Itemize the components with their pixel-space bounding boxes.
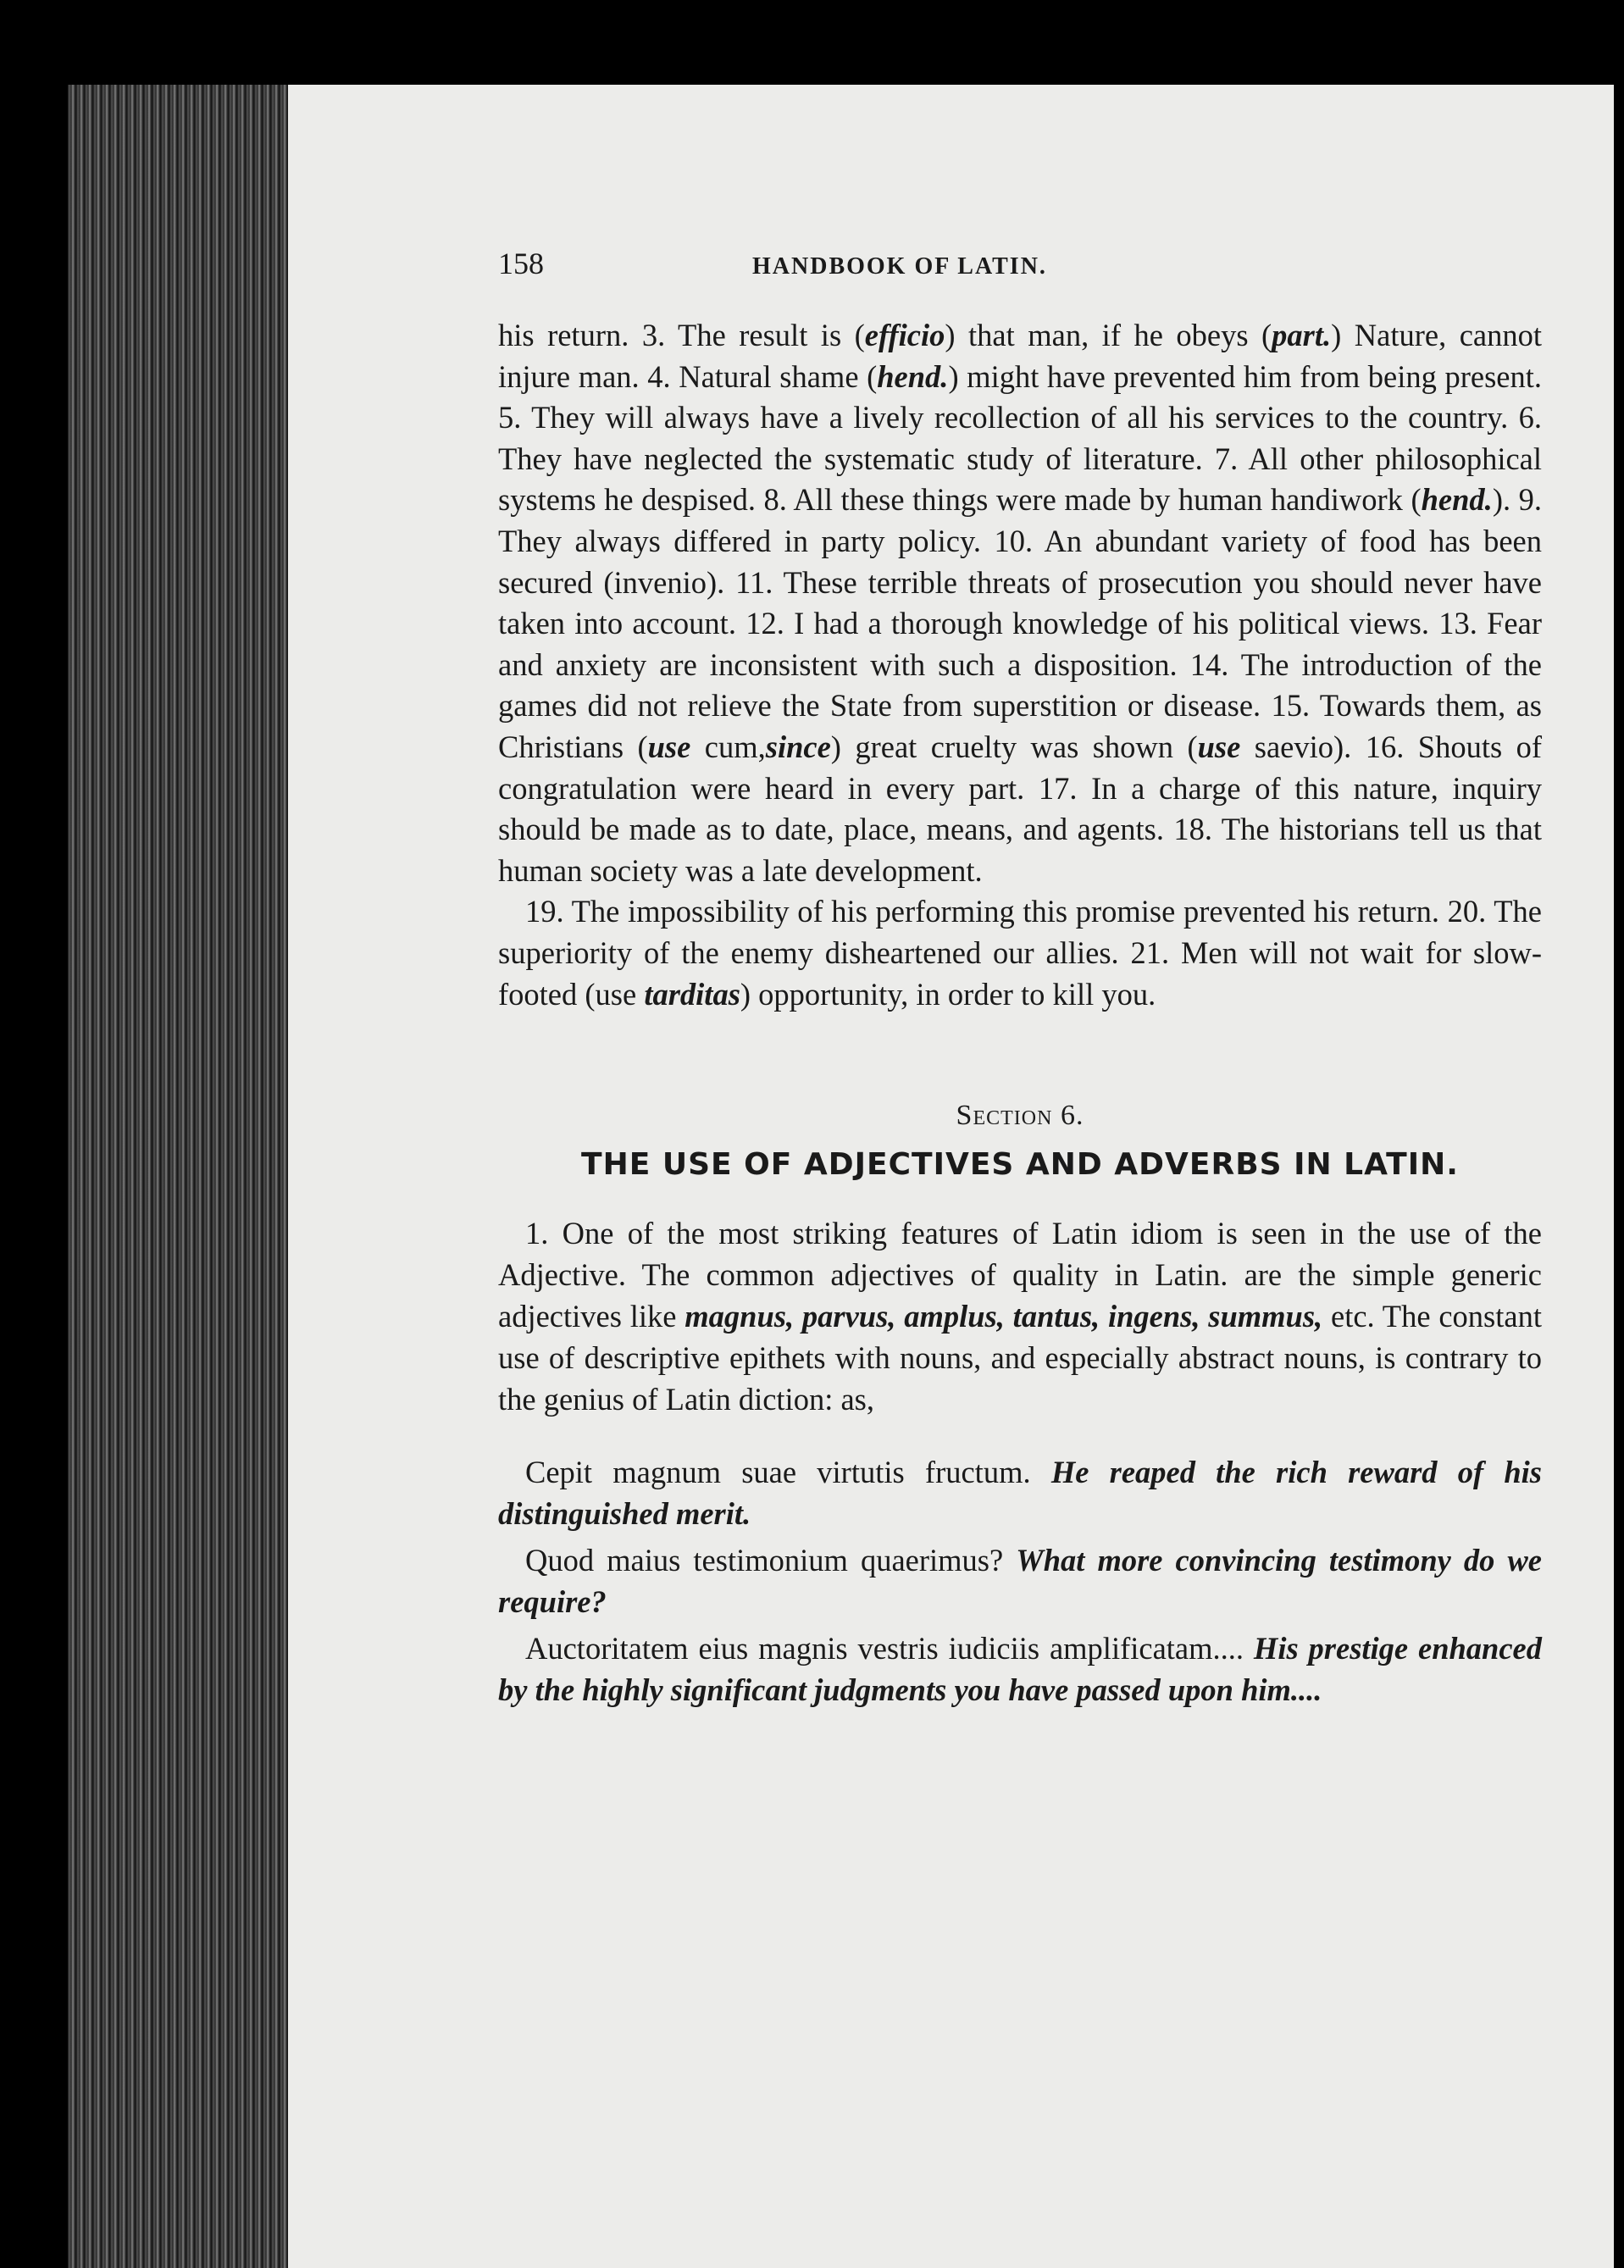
text-run: 15. Towards them, as Christians ( — [498, 688, 1542, 764]
text-run: 7. All other philosophical systems he despised. — [498, 441, 1543, 518]
text-run: his return. — [498, 318, 642, 352]
text-run: 17. In a charge of this nature, inquiry should be made as to date, place, means, and agents. — [498, 770, 1542, 847]
text-run: 5. They will always have a lively recollection of all his services to the country. — [498, 400, 1519, 435]
text-run: 10. An abundant variety of food has been secured (invenio). — [498, 523, 1542, 600]
page-number: 158 — [498, 247, 544, 280]
text-run: 9. They always differed in party policy. — [498, 482, 1543, 558]
running-head — [498, 246, 1542, 297]
italic-run: tarditas — [644, 976, 740, 1012]
example-latin: Cepit magnum suae virtutis fructum. — [525, 1454, 1031, 1489]
text-run: ) that man, if he obeys ( — [945, 318, 1272, 352]
italic-run: hend. — [877, 358, 949, 394]
text-run: 6. They have neglected the systematic study of literature. — [498, 400, 1542, 476]
section-label: Section 6. — [956, 1100, 1084, 1132]
text-run: 4. Natural shame ( — [647, 358, 878, 394]
italic-run: part. — [1272, 318, 1332, 352]
exercise-paragraph-2 — [498, 891, 1542, 1015]
text-run: 14. The introduction of the games did not relieve the State from superstition or disease. — [498, 646, 1542, 724]
text-run: 11. These terrible threats of prosecution you should never have taken into account. — [498, 564, 1542, 641]
italic-run: magnus, parvus, amplus, tantus, ingens, summus, — [685, 1299, 1323, 1334]
book-page-edges — [68, 85, 297, 2268]
italic-run: hend. — [1421, 482, 1493, 518]
text-run: ). — [1492, 482, 1519, 518]
text-run: ) Nature, cannot injure man. — [498, 318, 1542, 394]
example-latin: Auctoritatem eius magnis vestris iudiciis amplificatam.... — [525, 1630, 1244, 1666]
italic-run: efficio — [864, 318, 945, 352]
page-content — [498, 246, 1542, 1711]
text-run: 20. The superiority of the enemy disheartened our allies. — [498, 894, 1542, 970]
text-run: 18. The historians tell us that human society was a late development. — [498, 812, 1542, 888]
italic-run: use — [647, 729, 691, 764]
text-run: etc. The constant use of descriptive epithets with nouns, and especially abstract nouns, is contrary to the genius of Latin diction: as, — [498, 1299, 1542, 1417]
example-latin: Quod maius testimonium quaerimus? — [525, 1542, 1004, 1578]
text-run: 13. Fear and anxiety are inconsistent with such a disposition. — [498, 606, 1542, 682]
text-run: 8. All these things were made by human handiwork ( — [763, 482, 1422, 518]
body-paragraph — [498, 1212, 1542, 1420]
text-run: 1. One of the most striking features of Latin idiom is seen in the use of the Adjective. The common adjectives of quality in Latin. are the simple generic adjectives like — [498, 1216, 1542, 1334]
book-page — [288, 85, 1614, 2268]
section-title: THE USE OF ADJECTIVES AND ADVERBS IN LATIN. — [581, 1147, 1459, 1183]
exercise-paragraph-1 — [498, 315, 1542, 891]
italic-run: use — [1197, 729, 1241, 764]
example-translation: His prestige enhanced by the highly significant judgments you have passed upon him.... — [498, 1630, 1543, 1707]
text-run: 16. Shouts of congratulation were heard in every part. — [498, 729, 1543, 806]
italic-run: since — [765, 729, 831, 764]
text-run: ) might have prevented him from being present. — [948, 358, 1542, 394]
examples-list — [498, 1451, 1542, 1711]
example-item — [498, 1451, 1542, 1534]
example-item — [498, 1628, 1542, 1711]
example-translation: He reaped the rich reward of his distinguished merit. — [498, 1454, 1543, 1531]
text-run: 21. Men will not wait for slow-footed (use — [498, 934, 1542, 1012]
text-run: 3. The result is ( — [641, 318, 865, 352]
text-run: 19. The impossibility of his performing this promise prevented his return. — [525, 894, 1448, 929]
text-run: ) great cruelty was shown ( — [830, 729, 1198, 764]
text-run: 12. I had a thorough knowledge of his political views. — [745, 606, 1439, 641]
example-translation: What more convincing testimony do we require? — [498, 1542, 1543, 1619]
text-run: ) opportunity, in order to kill you. — [740, 976, 1156, 1012]
example-item — [498, 1539, 1542, 1622]
text-run: cum, — [690, 729, 766, 764]
text-run: saevio). — [1240, 729, 1366, 764]
running-head-title: HANDBOOK OF LATIN. — [752, 253, 1047, 280]
